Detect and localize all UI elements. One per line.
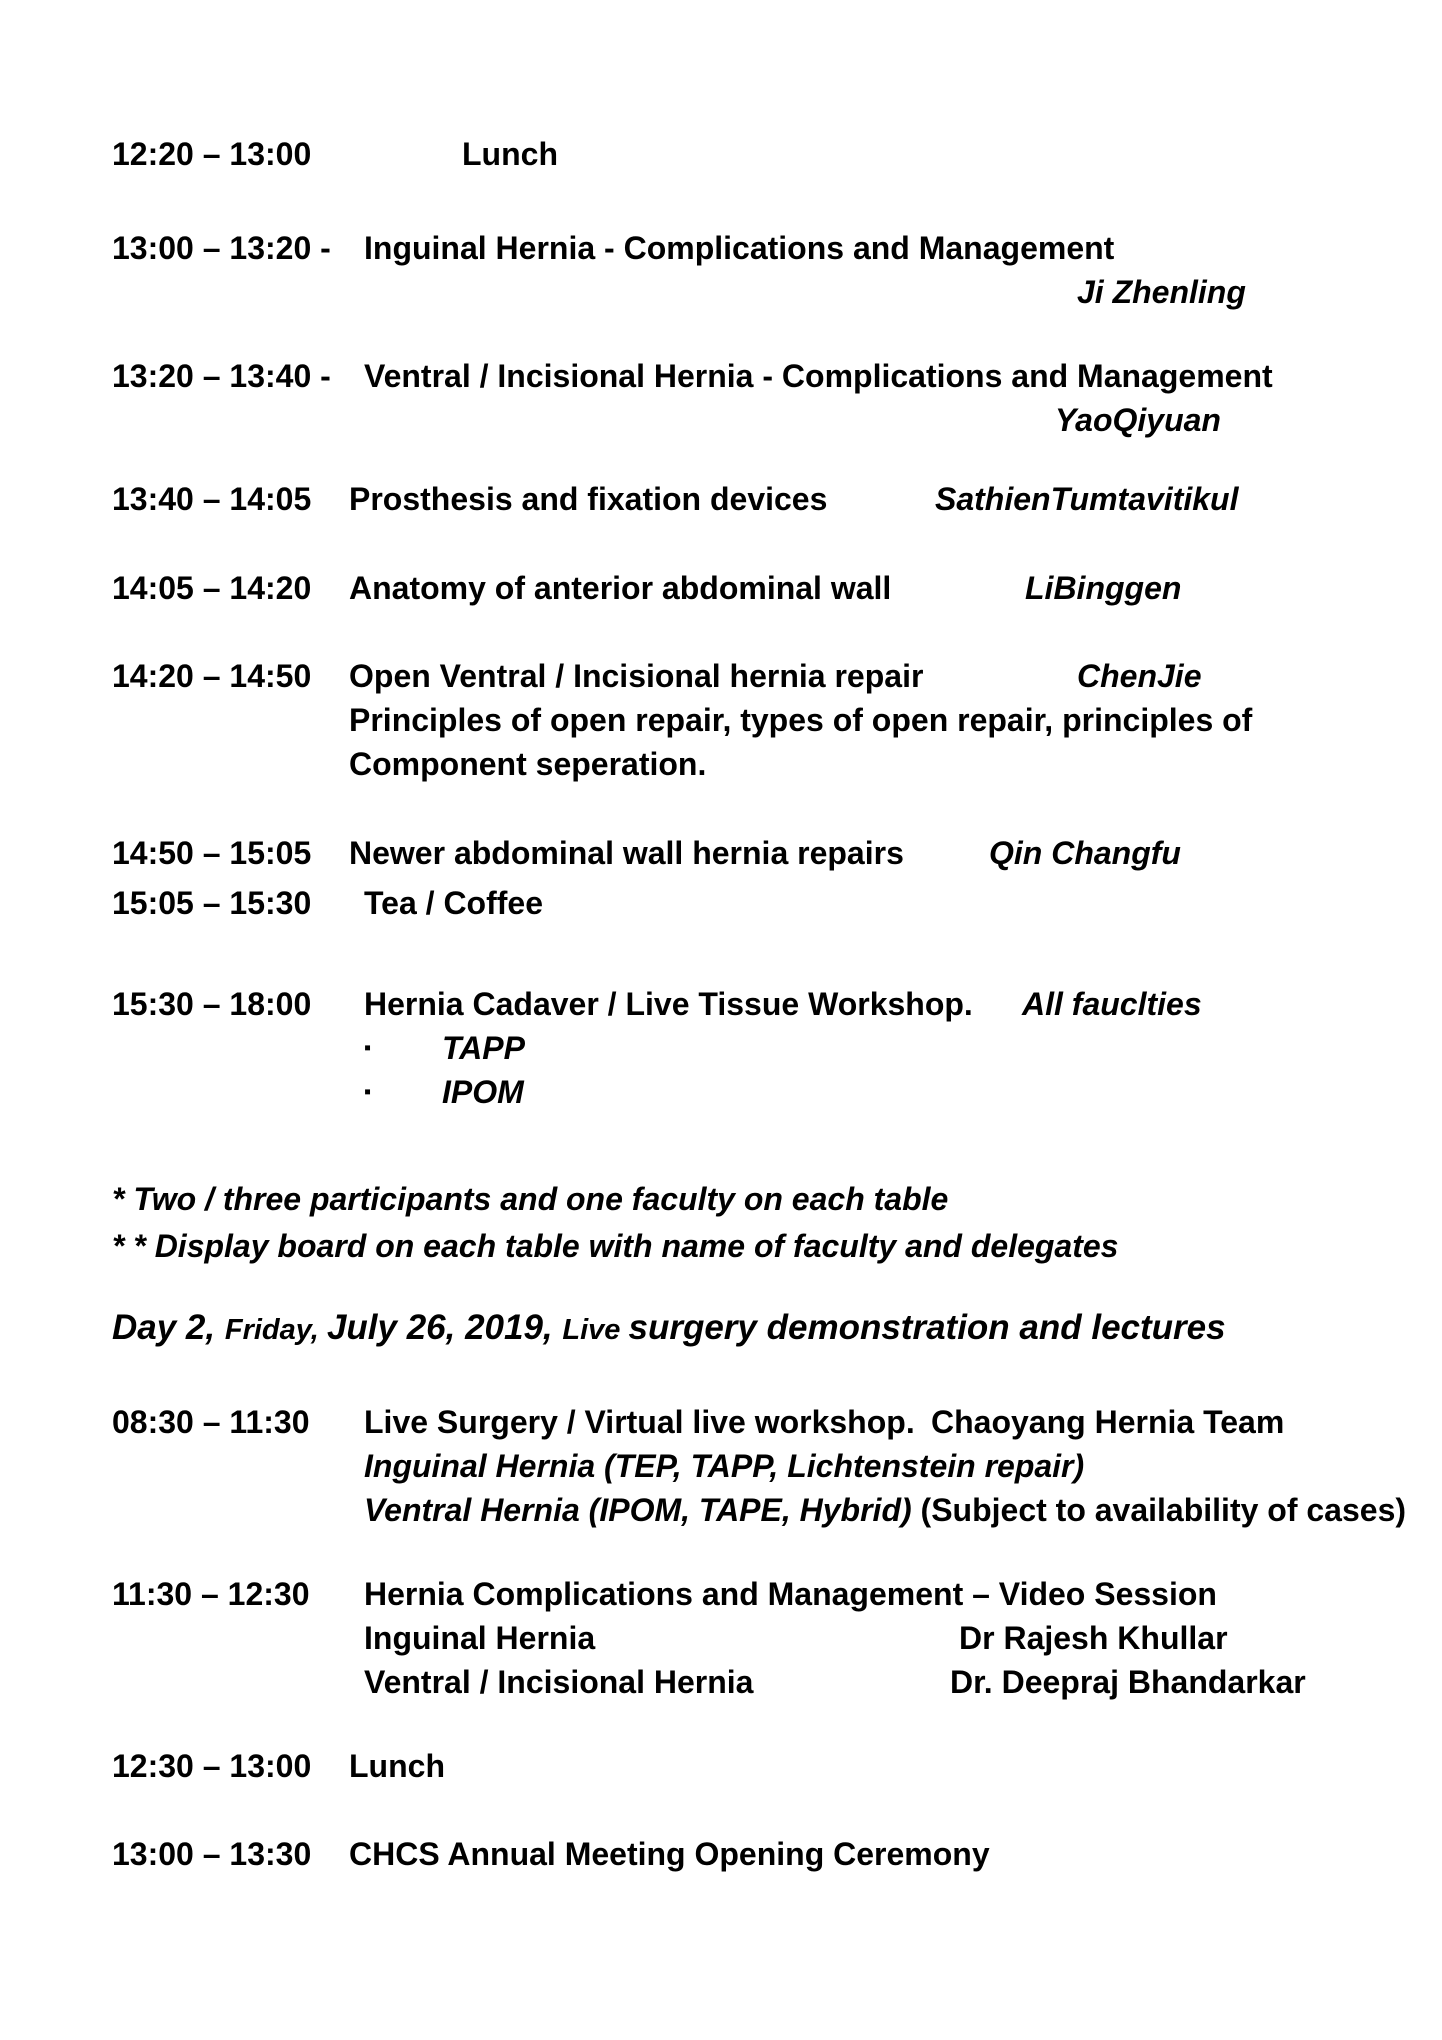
speaker-name: YaoQiyuan — [1055, 402, 1221, 438]
row-content — [349, 354, 1382, 442]
schedule-row — [112, 354, 1382, 442]
row-content — [349, 566, 1382, 610]
session-title: Anatomy of anterior abdominal wall — [349, 570, 892, 606]
heading-part: Day 2, — [112, 1308, 225, 1347]
row-content — [349, 1400, 1407, 1532]
schedule-row — [112, 1572, 1382, 1704]
row-content — [349, 831, 1382, 875]
session-detail: Ventral Hernia (IPOM, TAPE, Hybrid) — [364, 1492, 912, 1528]
heading-part: Friday, — [224, 1314, 327, 1346]
time-range: 15:30 – 18:00 — [112, 986, 312, 1022]
session-detail: Inguinal Hernia (TEP, TAPP, Lichtenstein repair) — [364, 1448, 1085, 1484]
schedule-row — [112, 831, 1382, 875]
time-range: 14:05 – 14:20 — [112, 570, 312, 606]
time-range: 12:20 – 13:00 — [112, 136, 312, 172]
time-range: 12:30 – 13:00 — [112, 1748, 312, 1784]
speaker-name: SathienTumtavitikul — [935, 481, 1239, 517]
time-range: 11:30 – 12:30 — [112, 1576, 310, 1612]
schedule-row — [112, 132, 1382, 176]
session-detail: Principles of open repair, types of open repair, principles of — [349, 702, 1253, 738]
time-range: 15:05 – 15:30 — [112, 885, 312, 921]
session-detail: Component seperation. — [349, 746, 707, 782]
speaker-name: Qin Changfu — [989, 835, 1181, 871]
bullet-square-icon: ▪ — [364, 1037, 372, 1059]
heading-part: surgery demonstration and lectures — [628, 1308, 1226, 1347]
schedule-row — [112, 477, 1382, 521]
heading-part: July 26, 2019, — [326, 1308, 563, 1347]
schedule-row — [112, 226, 1382, 314]
bullet-label: TAPP — [442, 1030, 525, 1066]
schedule-row — [112, 982, 1382, 1114]
row-content — [349, 881, 1382, 925]
session-title: Prosthesis and fixation devices — [349, 481, 828, 517]
session-title: Open Ventral / Incisional hernia repair — [349, 658, 924, 694]
bullet-label: IPOM — [442, 1074, 524, 1110]
footnotes — [112, 1176, 1382, 1270]
session-title: Lunch — [462, 136, 558, 172]
schedule-row — [112, 1744, 1382, 1788]
time-range: 13:40 – 14:05 — [112, 481, 312, 517]
footnote: * * Display board on each table with name of faculty and delegates — [112, 1228, 1119, 1264]
row-content — [349, 1832, 1382, 1876]
schedule-row — [112, 654, 1382, 786]
session-title: Ventral / Incisional Hernia - Complications and Management — [364, 358, 1273, 394]
session-title: Lunch — [349, 1748, 445, 1784]
workshop-bullet — [349, 1026, 1382, 1070]
row-content — [349, 477, 1382, 521]
session-detail-note: (Subject to availability of cases) — [911, 1492, 1407, 1528]
row-content — [349, 982, 1382, 1114]
footnote: * Two / three participants and one faculty on each table — [112, 1181, 949, 1217]
bullet-square-icon: ▪ — [364, 1081, 372, 1103]
time-range: 13:00 – 13:30 — [112, 1836, 312, 1872]
speaker-name: Chaoyang Hernia Team — [931, 1404, 1285, 1440]
session-title: Hernia Cadaver / Live Tissue Workshop. — [364, 986, 973, 1022]
session-title: CHCS Annual Meeting Opening Ceremony — [349, 1836, 990, 1872]
session-title: Newer abdominal wall hernia repairs — [349, 835, 904, 871]
schedule-row — [112, 881, 1382, 925]
schedule-row — [112, 1832, 1382, 1876]
time-range: 08:30 – 11:30 — [112, 1404, 310, 1440]
day2-heading — [112, 1304, 1382, 1354]
session-title: Tea / Coffee — [364, 885, 543, 921]
time-range: 13:00 – 13:20 - — [112, 230, 331, 266]
row-content — [349, 1744, 1382, 1788]
session-title: Live Surgery / Virtual live workshop. — [364, 1404, 915, 1440]
speaker-name: Ji Zhenling — [1077, 274, 1246, 310]
session-subtitle: Inguinal Hernia — [364, 1620, 596, 1656]
session-title: Hernia Complications and Management – Video Session — [364, 1576, 1217, 1612]
workshop-bullet — [349, 1070, 1382, 1114]
row-content — [349, 226, 1382, 314]
session-title: Inguinal Hernia - Complications and Management — [364, 230, 1115, 266]
speaker-name: ChenJie — [1077, 658, 1202, 694]
speaker-name: Dr. Deepraj Bhandarkar — [950, 1664, 1306, 1700]
speaker-name: All fauclties — [1022, 986, 1202, 1022]
schedule-row — [112, 566, 1382, 610]
row-content — [349, 654, 1382, 786]
schedule-row — [112, 1400, 1407, 1532]
time-range: 14:50 – 15:05 — [112, 835, 312, 871]
speaker-name: LiBinggen — [1025, 570, 1182, 606]
row-content — [349, 1572, 1382, 1704]
row-content — [349, 132, 1382, 176]
time-range: 13:20 – 13:40 - — [112, 358, 331, 394]
session-subtitle: Ventral / Incisional Hernia — [364, 1664, 754, 1700]
speaker-name: Dr Rajesh Khullar — [959, 1620, 1228, 1656]
time-range: 14:20 – 14:50 — [112, 658, 312, 694]
heading-part: Live — [562, 1314, 629, 1346]
